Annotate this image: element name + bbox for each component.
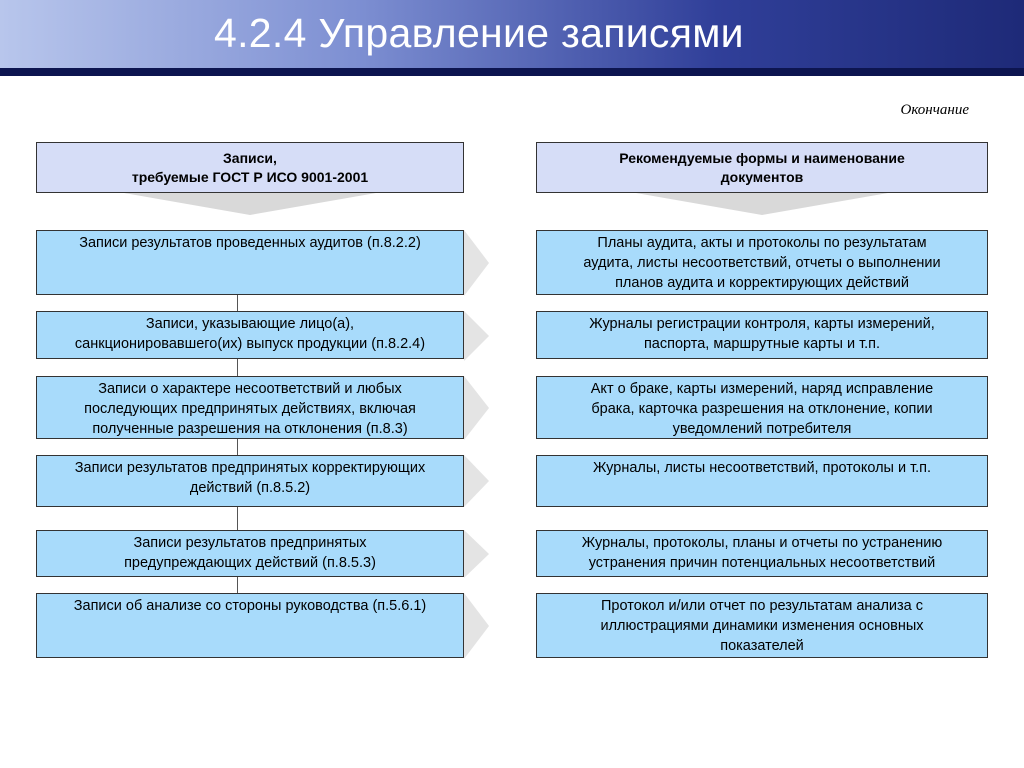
left-row-3: [36, 376, 464, 439]
left-row-5-line-1: Записи результатов предпринятых: [133, 535, 367, 551]
title-bar: [0, 0, 1024, 68]
right-column-header: [536, 142, 988, 193]
left-row-6: [36, 593, 464, 658]
row-3-arrow: [464, 376, 489, 440]
right-row-6-line-2: иллюстрациями динамики изменения основных: [600, 618, 924, 634]
right-row-6: [536, 593, 988, 658]
left-row-3-line-3: полученные разрешения на отклонения (п.8.3): [92, 421, 408, 437]
left-row-4-line-2: действий (п.8.5.2): [189, 480, 311, 496]
right-row-3-line-1: Акт о браке, карты измерений, наряд исправление: [590, 381, 934, 397]
left-column-header: [36, 142, 464, 193]
right-row-1-line-1: Планы аудита, акты и протоколы по результатам: [597, 235, 927, 251]
left-row-1: [36, 230, 464, 295]
left-row-2-line-2: санкционировавшего(их) выпуск продукции (п.8.2.4): [74, 336, 426, 352]
right-row-4: [536, 455, 988, 507]
connector-1-2: [237, 295, 238, 311]
left-header-line-2: требуемые ГОСТ Р ИСО 9001-2001: [131, 168, 369, 185]
left-header-chevron: [124, 193, 376, 215]
right-header-chevron: [636, 193, 888, 215]
right-row-2-line-1: Журналы регистрации контроля, карты измерений,: [589, 316, 935, 332]
right-row-1-line-3: планов аудита и корректирующих действий: [615, 275, 909, 291]
connector-3-4: [237, 439, 238, 455]
row-4-arrow: [464, 455, 489, 507]
row-2-arrow: [464, 311, 489, 361]
connector-4-5: [237, 507, 238, 530]
right-header-line-1: Рекомендуемые формы и наименование: [619, 149, 905, 166]
left-header-line-1: Записи,: [223, 149, 277, 166]
left-row-4: [36, 455, 464, 507]
left-row-1-line-1: Записи результатов проведенных аудитов (п.8.2.2): [79, 235, 421, 251]
right-row-1: [536, 230, 988, 295]
left-row-5-line-2: предупреждающих действий (п.8.5.3): [124, 555, 376, 571]
connector-5-6: [237, 577, 238, 593]
page-subtitle: Окончание: [900, 102, 969, 118]
row-1-arrow: [464, 230, 489, 296]
right-row-6-line-3: показателей: [720, 638, 804, 654]
right-row-5-line-1: Журналы, протоколы, планы и отчеты по устранению: [581, 535, 943, 551]
right-row-1-line-2: аудита, листы несоответствий, отчеты о выполнении: [583, 255, 941, 271]
right-row-3: [536, 376, 988, 439]
connector-2-3: [237, 359, 238, 376]
right-row-5-line-2: устранения причин потенциальных несоответствий: [588, 555, 936, 571]
left-row-2-line-1: Записи, указывающие лицо(а),: [145, 316, 355, 332]
right-row-5: [536, 530, 988, 577]
left-row-4-line-1: Записи результатов предпринятых корректирующих: [74, 460, 426, 476]
row-6-arrow: [464, 593, 489, 659]
left-row-6-line-1: Записи об анализе со стороны руководства (п.5.6.1): [73, 598, 427, 614]
right-row-2: [536, 311, 988, 359]
left-row-3-line-1: Записи о характере несоответствий и любых: [98, 381, 402, 397]
left-row-5: [36, 530, 464, 577]
right-row-3-line-2: брака, карточка разрешения на отклонение, копии: [591, 401, 933, 417]
right-row-3-line-3: уведомлений потребителя: [672, 421, 852, 437]
page-title: 4.2.4 Управление записями: [214, 10, 744, 56]
right-header-line-2: документов: [720, 168, 804, 185]
row-5-arrow: [464, 530, 489, 578]
right-row-4-line-1: Журналы, листы несоответствий, протоколы и т.п.: [592, 460, 932, 476]
right-row-6-line-1: Протокол и/или отчет по результатам анализа с: [600, 598, 924, 614]
left-row-3-line-2: последующих предпринятых действиях, включая: [84, 401, 416, 417]
title-underline: [0, 68, 1024, 76]
left-row-2: [36, 311, 464, 359]
right-row-2-line-2: паспорта, маршрутные карты и т.п.: [643, 336, 881, 352]
